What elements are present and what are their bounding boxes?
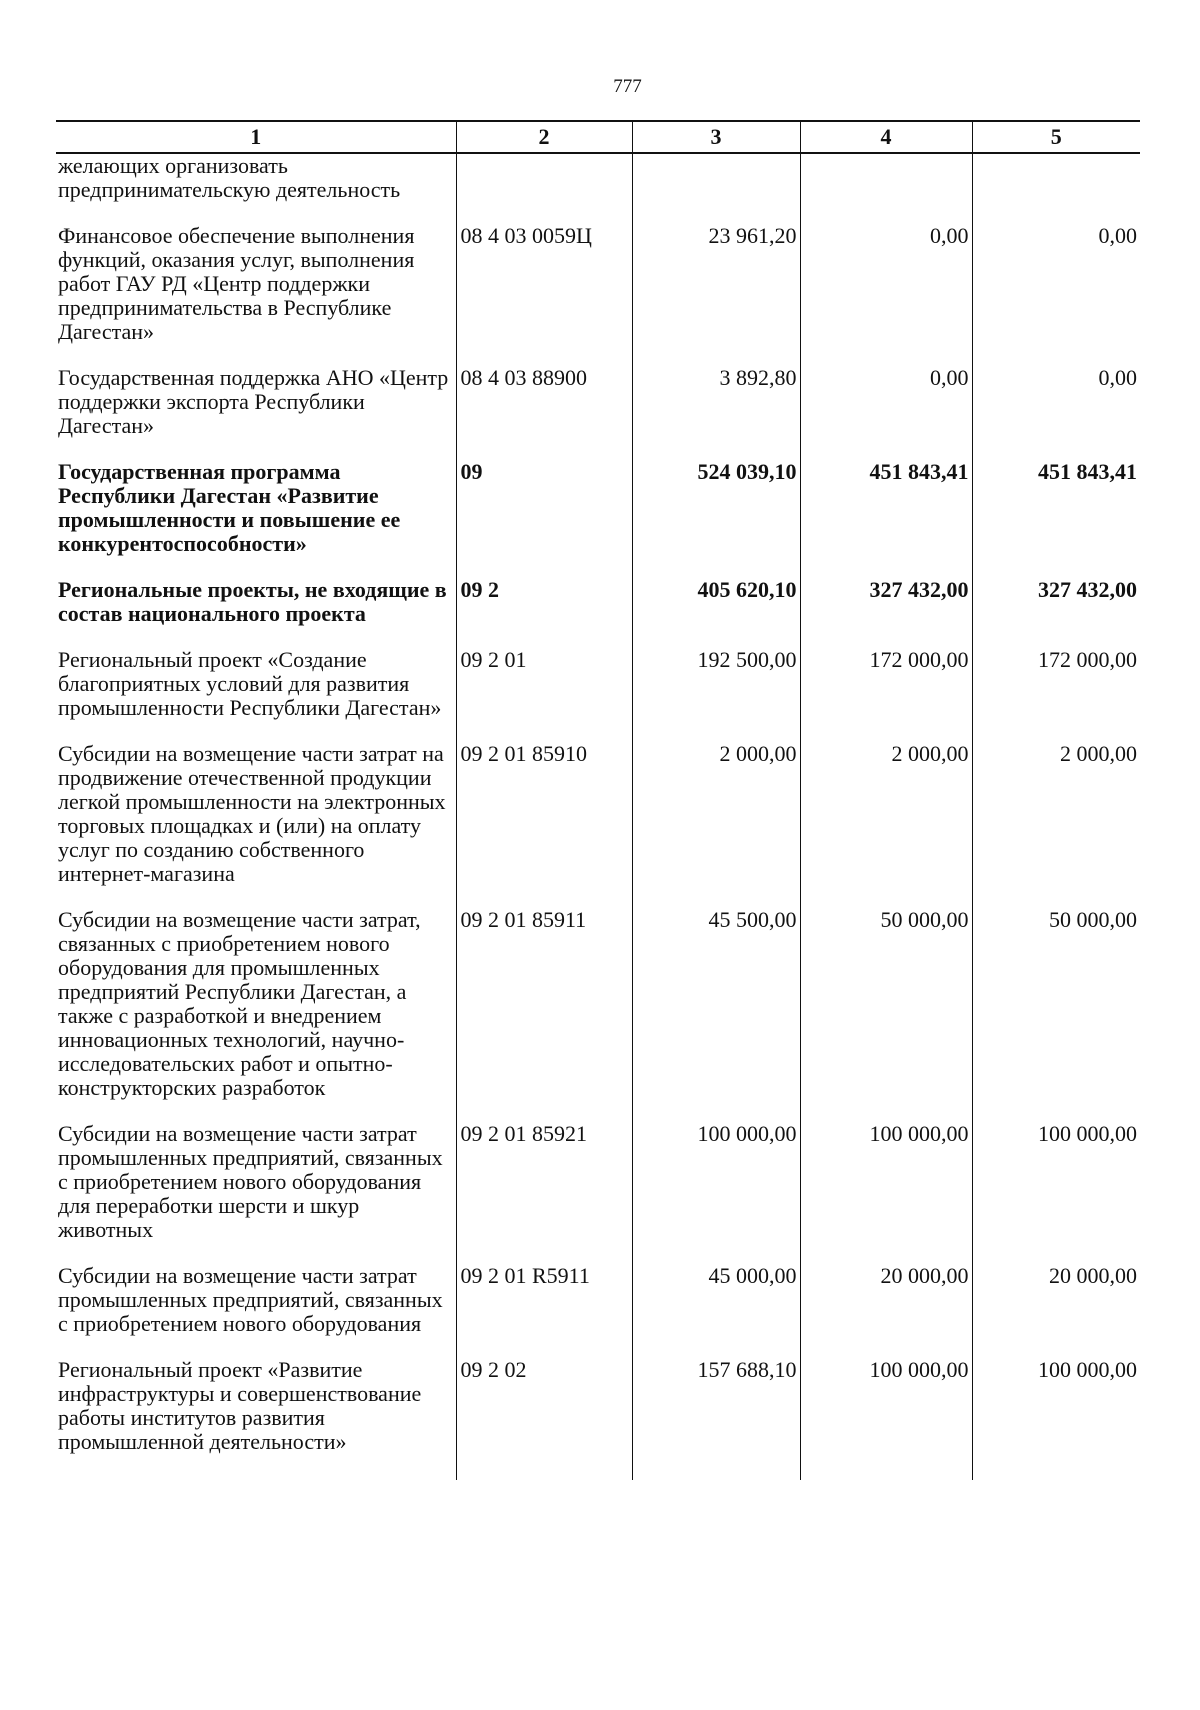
row-value-2026-cell: 50 000,00: [972, 908, 1140, 1122]
row-value-2025-cell: 100 000,00: [800, 1122, 972, 1264]
row-value-2025-cell: 2 000,00: [800, 742, 972, 908]
row-name-cell: Субсидии на возмещение части затрат на продвижение отечественной продукции легкой промышленности на электронных торговых площадках и (или) на оплату услуг по созданию собственного интернет-магазина: [58, 741, 446, 886]
row-code-cell: [456, 153, 632, 224]
row-name-cell: желающих организовать предпринимательскую деятельность: [58, 153, 401, 202]
row-value-2025-cell: 172 000,00: [800, 648, 972, 742]
row-value-2024-cell: 3 892,80: [632, 366, 800, 460]
page-number: 777: [613, 76, 642, 97]
table-row: [56, 1264, 1140, 1358]
row-code-cell: 09 2 01 85921: [456, 1122, 632, 1264]
row-code-cell: 09 2 01: [456, 648, 632, 742]
row-value-2025-cell: 0,00: [800, 224, 972, 366]
row-value-2025-cell: 451 843,41: [800, 460, 972, 578]
table-row: [56, 460, 1140, 578]
row-value-2026-cell: 0,00: [972, 366, 1140, 460]
table-row: [56, 742, 1140, 908]
table-row: [56, 578, 1140, 648]
table-row: [56, 153, 1140, 224]
column-header-5: 5: [972, 121, 1140, 153]
row-name-cell: Региональные проекты, не входящие в состав национального проекта: [58, 577, 447, 626]
row-value-2026-cell: [972, 153, 1140, 224]
row-value-2025-cell: [800, 153, 972, 224]
row-code-cell: 09 2 01 R5911: [456, 1264, 632, 1358]
column-header-1: 1: [56, 121, 456, 153]
row-value-2025-cell: 100 000,00: [800, 1358, 972, 1480]
row-code-cell: 09: [456, 460, 632, 578]
row-value-2026-cell: 451 843,41: [972, 460, 1140, 578]
row-value-2026-cell: 2 000,00: [972, 742, 1140, 908]
row-value-2024-cell: 157 688,10: [632, 1358, 800, 1480]
row-value-2025-cell: 0,00: [800, 366, 972, 460]
row-value-2025-cell: 20 000,00: [800, 1264, 972, 1358]
row-code-cell: 09 2 02: [456, 1358, 632, 1480]
column-header-2: 2: [456, 121, 632, 153]
row-code-cell: 09 2 01 85910: [456, 742, 632, 908]
row-name-cell: Региональный проект «Создание благоприятных условий для развития промышленности Республики Дагестан»: [58, 647, 442, 720]
row-value-2024-cell: 45 000,00: [632, 1264, 800, 1358]
table-row: [56, 648, 1140, 742]
row-code-cell: 09 2 01 85911: [456, 908, 632, 1122]
row-value-2024-cell: 45 500,00: [632, 908, 800, 1122]
row-value-2025-cell: 327 432,00: [800, 578, 972, 648]
row-name-cell: Государственная программа Республики Дагестан «Развитие промышленности и повышение ее конкурентоспособности»: [58, 459, 401, 556]
row-name-cell: Субсидии на возмещение части затрат промышленных предприятий, связанных с приобретением нового оборудования для переработки шерсти и шкур животных: [58, 1121, 443, 1242]
row-value-2024-cell: 405 620,10: [632, 578, 800, 648]
column-header-3: 3: [632, 121, 800, 153]
budget-table: [56, 120, 1140, 1480]
column-header-4: 4: [800, 121, 972, 153]
table-row: [56, 1358, 1140, 1480]
row-value-2024-cell: 192 500,00: [632, 648, 800, 742]
table-row: [56, 908, 1140, 1122]
row-name-cell: Государственная поддержка АНО «Центр поддержки экспорта Республики Дагестан»: [58, 365, 449, 438]
table-header-row: [56, 121, 1140, 153]
row-value-2024-cell: 2 000,00: [632, 742, 800, 908]
row-value-2026-cell: 0,00: [972, 224, 1140, 366]
row-value-2024-cell: 100 000,00: [632, 1122, 800, 1264]
row-value-2026-cell: 327 432,00: [972, 578, 1140, 648]
row-value-2024-cell: 23 961,20: [632, 224, 800, 366]
row-code-cell: 09 2: [456, 578, 632, 648]
row-name-cell: Субсидии на возмещение части затрат, связанных с приобретением нового оборудования для промышленных предприятий Республики Дагестан, а также с разработкой и внедрением инновационных технологий, научно-исследовательских работ и опытно-конструкторских разработок: [58, 907, 421, 1100]
table-row: [56, 1122, 1140, 1264]
row-value-2026-cell: 100 000,00: [972, 1358, 1140, 1480]
row-value-2026-cell: 100 000,00: [972, 1122, 1140, 1264]
row-value-2025-cell: 50 000,00: [800, 908, 972, 1122]
row-value-2026-cell: 20 000,00: [972, 1264, 1140, 1358]
table-row: [56, 366, 1140, 460]
row-value-2026-cell: 172 000,00: [972, 648, 1140, 742]
row-code-cell: 08 4 03 0059Ц: [456, 224, 632, 366]
row-name-cell: Субсидии на возмещение части затрат промышленных предприятий, связанных с приобретением нового оборудования: [58, 1263, 443, 1336]
row-code-cell: 08 4 03 88900: [456, 366, 632, 460]
table-row: [56, 224, 1140, 366]
table-body: [56, 153, 1140, 1480]
row-name-cell: Финансовое обеспечение выполнения функций, оказания услуг, выполнения работ ГАУ РД «Центр поддержки предпринимательства в Республике Дагестан»: [58, 223, 415, 344]
row-value-2024-cell: 524 039,10: [632, 460, 800, 578]
row-name-cell: Региональный проект «Развитие инфраструктуры и совершенствование работы институтов развития промышленной деятельности»: [58, 1357, 422, 1454]
row-value-2024-cell: [632, 153, 800, 224]
